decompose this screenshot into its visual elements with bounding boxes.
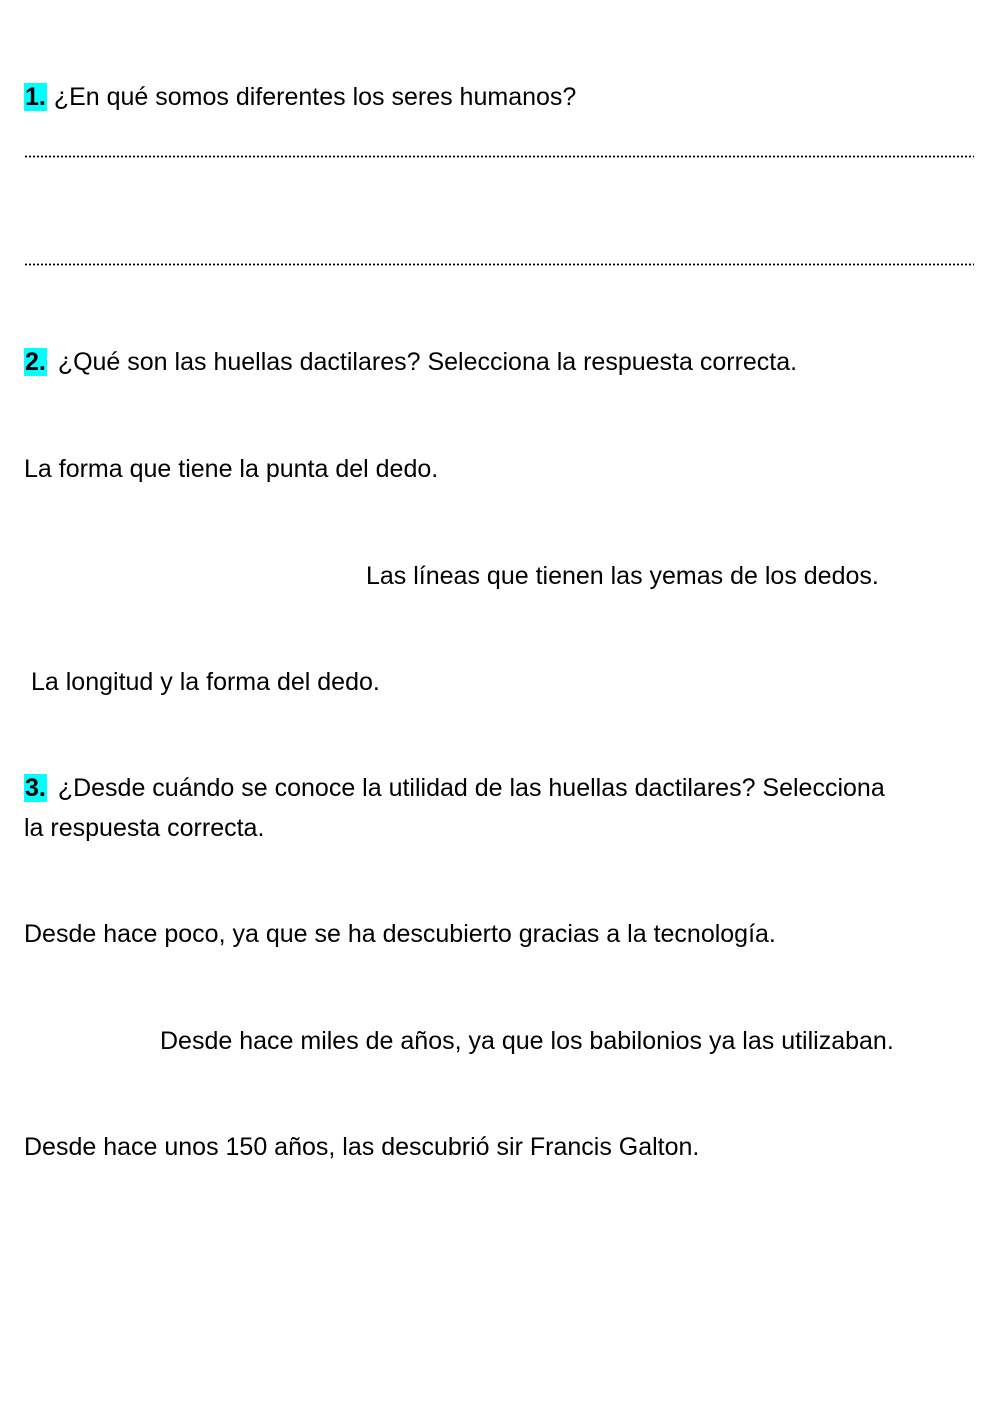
answer-option[interactable]: La longitud y la forma del dedo. bbox=[31, 668, 380, 696]
question-3 bbox=[24, 773, 885, 803]
answer-option[interactable]: Desde hace unos 150 años, las descubrió sir Francis Galton. bbox=[24, 1133, 700, 1161]
answer-option[interactable]: La forma que tiene la punta del dedo. bbox=[24, 455, 439, 483]
question-number: 1. bbox=[25, 83, 46, 111]
answer-option[interactable]: Desde hace poco, ya que se ha descubierto gracias a la tecnología. bbox=[24, 920, 776, 948]
question-number: 2. bbox=[25, 348, 46, 376]
question-1 bbox=[24, 82, 576, 112]
question-text-continuation: la respuesta correcta. bbox=[24, 814, 265, 842]
question-2 bbox=[24, 347, 797, 377]
question-text: ¿En qué somos diferentes los seres humanos? bbox=[53, 83, 577, 111]
answer-option[interactable]: Las líneas que tienen las yemas de los dedos. bbox=[366, 562, 879, 590]
answer-line-1[interactable] bbox=[24, 155, 974, 158]
question-number: 3. bbox=[25, 774, 46, 802]
question-text: ¿Qué son las huellas dactilares? Selecciona la respuesta correcta. bbox=[57, 348, 798, 376]
answer-line-2[interactable] bbox=[24, 263, 974, 266]
answer-option[interactable]: Desde hace miles de años, ya que los babilonios ya las utilizaban. bbox=[160, 1027, 894, 1055]
question-text: ¿Desde cuándo se conoce la utilidad de las huellas dactilares? Selecciona bbox=[57, 774, 885, 802]
